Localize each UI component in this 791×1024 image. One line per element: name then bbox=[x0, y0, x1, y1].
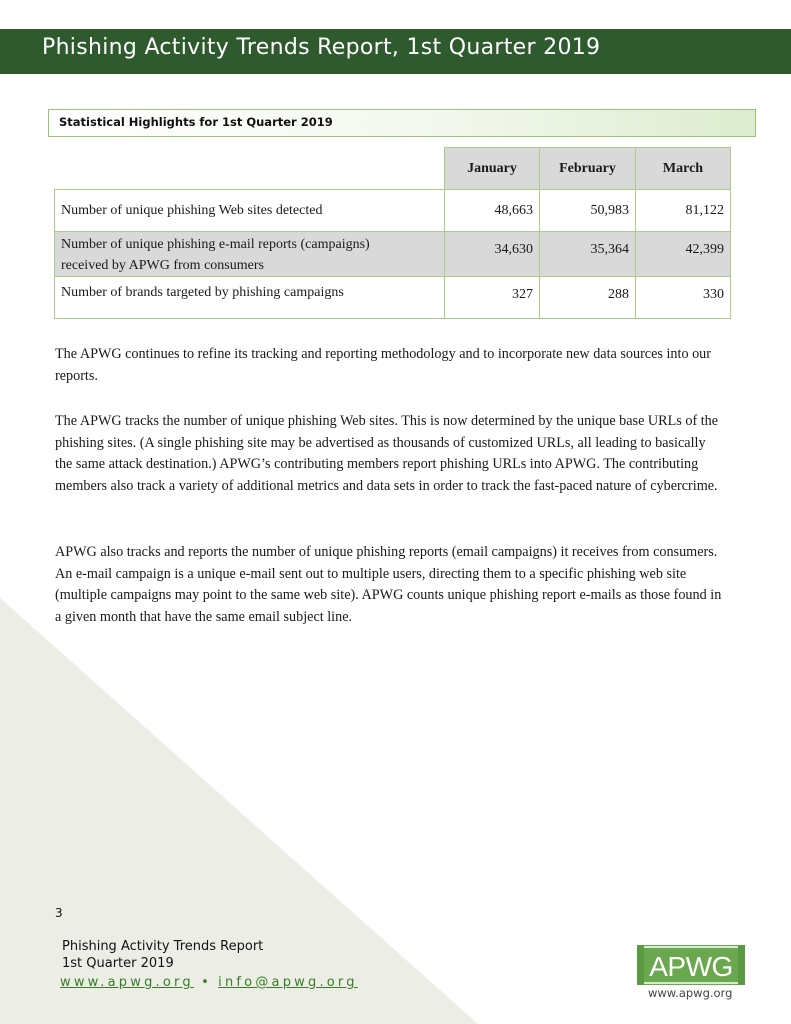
statistics-table bbox=[54, 147, 731, 319]
column-header-january: January bbox=[445, 148, 540, 190]
table-header-row bbox=[55, 148, 731, 190]
footer-separator: • bbox=[201, 975, 209, 990]
section-title: Statistical Highlights for 1st Quarter 2019 bbox=[59, 115, 333, 129]
table-row bbox=[55, 190, 731, 232]
row-label: Number of unique phishing Web sites detected bbox=[55, 190, 445, 232]
row-label-line: Number of unique phishing e-mail reports (campaigns) bbox=[61, 237, 370, 252]
table-row bbox=[55, 277, 731, 319]
footer-report-title: Phishing Activity Trends Report bbox=[62, 939, 264, 954]
section-heading-box bbox=[48, 109, 756, 137]
cell-value: 327 bbox=[445, 277, 540, 319]
cell-value: 34,630 bbox=[445, 232, 540, 277]
cell-value: 81,122 bbox=[636, 190, 731, 232]
row-label: Number of brands targeted by phishing campaigns bbox=[55, 277, 445, 319]
table-header-empty bbox=[55, 148, 445, 190]
paragraph-unique-sites: The APWG tracks the number of unique phishing Web sites. This is now determined by the unique base URLs of the phishing sites. (A single phishing site may be advertised as thousands of customized URLs, all leading to basically the same attack destination.) APWG’s contributing members report phishing URLs into APWG. The contributing members also track a variety of additional metrics and data sets in order to track the fast-paced nature of cybercrime. bbox=[55, 413, 719, 494]
cell-value: 48,663 bbox=[445, 190, 540, 232]
apwg-logo bbox=[637, 945, 745, 985]
website-link[interactable]: www.apwg.org bbox=[60, 975, 194, 990]
footer-report-quarter: 1st Quarter 2019 bbox=[62, 956, 174, 971]
column-header-february: February bbox=[540, 148, 636, 190]
cell-value: 288 bbox=[540, 277, 636, 319]
page-number: 3 bbox=[55, 906, 63, 920]
paragraph-methodology: The APWG continues to refine its tracking and reporting methodology and to incorporate new data sources into our reports. bbox=[55, 346, 711, 384]
logo-text: APWG bbox=[649, 951, 733, 982]
page-title: Phishing Activity Trends Report, 1st Quarter 2019 bbox=[42, 35, 601, 60]
cell-value: 35,364 bbox=[540, 232, 636, 277]
email-link[interactable]: info@apwg.org bbox=[218, 975, 358, 990]
table-row bbox=[55, 232, 731, 277]
column-header-march: March bbox=[636, 148, 731, 190]
footer-links bbox=[60, 975, 358, 990]
row-label bbox=[55, 232, 445, 277]
footer-report-info bbox=[62, 938, 263, 972]
cell-value: 42,399 bbox=[636, 232, 731, 277]
paragraph-email-campaigns: APWG also tracks and reports the number of unique phishing reports (email campaigns) it receives from consumers. An e-mail campaign is a unique e-mail sent out to multiple users, directing them to a specific phishing web site (multiple campaigns may point to the same web site). APWG counts unique phishing report e-mails as those found in a given month that have the same email subject line. bbox=[55, 544, 722, 625]
cell-value: 330 bbox=[636, 277, 731, 319]
cell-value: 50,983 bbox=[540, 190, 636, 232]
row-label-line: received by APWG from consumers bbox=[61, 258, 264, 273]
logo-url: www.apwg.org bbox=[648, 986, 733, 1000]
